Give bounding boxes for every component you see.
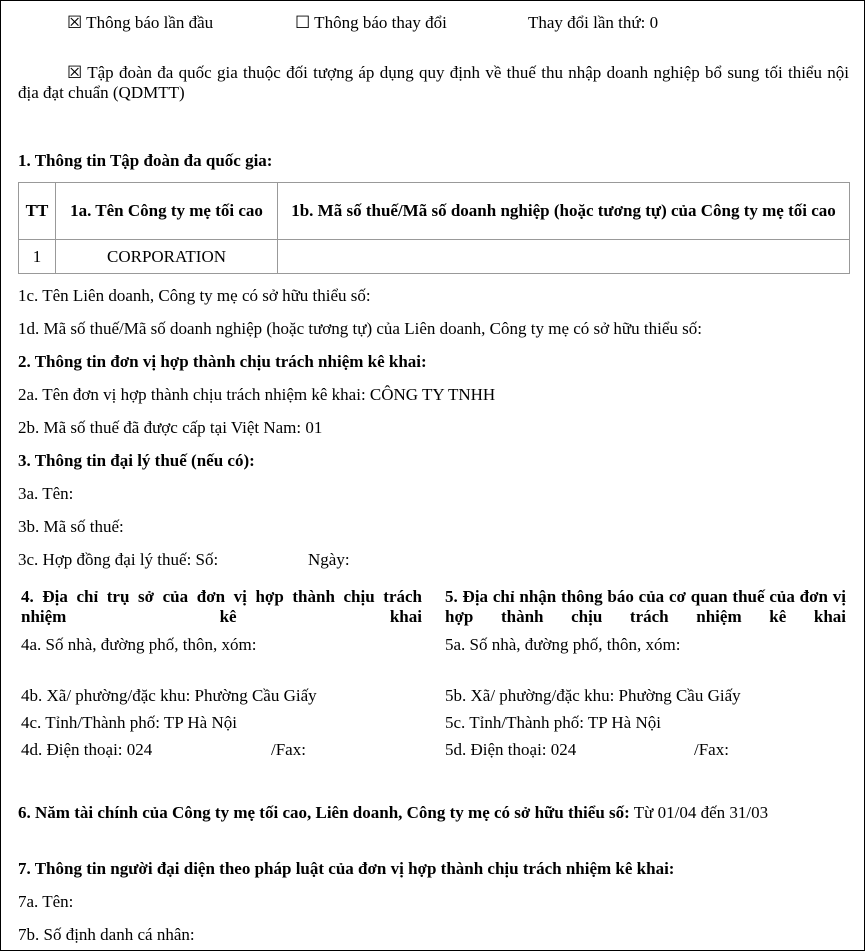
fiscal-year-value: Từ 01/04 đến 31/03 (633, 803, 769, 822)
section-7-title: 7. Thông tin người đại diện theo pháp luật của đơn vị hợp thành chịu trách nhiệm kê khai: (18, 859, 675, 878)
table-row (19, 240, 850, 274)
table-header-row (19, 183, 850, 240)
section-6-title: 6. Năm tài chính của Công ty mẹ tối cao, Liên doanh, Công ty mẹ có sở hữu thiểu số: (18, 803, 630, 822)
header-tt: TT (19, 183, 56, 240)
first-notice-checkbox[interactable]: ☒ Thông báo lần đầu (67, 13, 214, 32)
field-3c-number: 3c. Hợp đồng đại lý thuế: Số: (18, 550, 219, 569)
header-parent-tax-code: 1b. Mã số thuế/Mã số doanh nghiệp (hoặc tương tự) của Công ty mẹ tối cao (278, 183, 850, 240)
field-4a: 4a. Số nhà, đường phố, thôn, xóm: (21, 635, 257, 654)
field-7a: 7a. Tên: (18, 892, 74, 911)
qdmtt-checkbox-statement[interactable]: ☒ Tập đoàn đa quốc gia thuộc đối tượng áp dụng quy định về thuế thu nhập doanh nghiệp bổ sung tối thiểu nội địa đạt chuẩn (QDMTT) (18, 63, 849, 102)
section-4-title: 4. Địa chỉ trụ sở của đơn vị hợp thành chịu trách nhiệm kê khai (21, 587, 422, 626)
field-4b: 4b. Xã/ phường/đặc khu: Phường Cầu Giấy (21, 686, 317, 705)
field-3a: 3a. Tên: (18, 484, 74, 503)
change-notice-checkbox[interactable]: ☐ Thông báo thay đổi (295, 13, 447, 32)
change-count: Thay đổi lần thứ: 0 (528, 13, 659, 32)
field-5d-fax: /Fax: (694, 740, 729, 759)
cell-tt: 1 (19, 240, 56, 274)
field-4d-phone: 4d. Điện thoại: 024 (21, 740, 153, 759)
multinational-group-table (18, 182, 850, 274)
section-6 (18, 803, 828, 823)
field-4d-fax: /Fax: (271, 740, 306, 759)
field-3b: 3b. Mã số thuế: (18, 517, 124, 536)
section-2-title: 2. Thông tin đơn vị hợp thành chịu trách nhiệm kê khai: (18, 352, 427, 371)
field-3c-date: Ngày: (308, 550, 350, 569)
field-1c: 1c. Tên Liên doanh, Công ty mẹ có sở hữu thiểu số: (18, 286, 371, 305)
section-3-title: 3. Thông tin đại lý thuế (nếu có): (18, 451, 255, 470)
cell-parent-tax-code (278, 240, 850, 274)
field-5c: 5c. Tỉnh/Thành phố: TP Hà Nội (445, 713, 661, 732)
field-2b: 2b. Mã số thuế đã được cấp tại Việt Nam: 01 (18, 418, 323, 437)
field-5a: 5a. Số nhà, đường phố, thôn, xóm: (445, 635, 681, 654)
section-1-title: 1. Thông tin Tập đoàn đa quốc gia: (18, 151, 273, 170)
field-2a: 2a. Tên đơn vị hợp thành chịu trách nhiệm kê khai: CÔNG TY TNHH (18, 385, 496, 404)
section-5-title: 5. Địa chỉ nhận thông báo của cơ quan thuế của đơn vị hợp thành chịu trách nhiệm kê khai (445, 587, 846, 626)
field-5b: 5b. Xã/ phường/đặc khu: Phường Cầu Giấy (445, 686, 741, 705)
field-5d-phone: 5d. Điện thoại: 024 (445, 740, 577, 759)
field-1d: 1d. Mã số thuế/Mã số doanh nghiệp (hoặc tương tự) của Liên doanh, Công ty mẹ có sở hữu thiểu số: (18, 319, 702, 338)
field-7b: 7b. Số định danh cá nhân: (18, 925, 195, 944)
header-parent-name: 1a. Tên Công ty mẹ tối cao (56, 183, 278, 240)
field-4c: 4c. Tỉnh/Thành phố: TP Hà Nội (21, 713, 237, 732)
cell-parent-name: CORPORATION (56, 240, 278, 274)
